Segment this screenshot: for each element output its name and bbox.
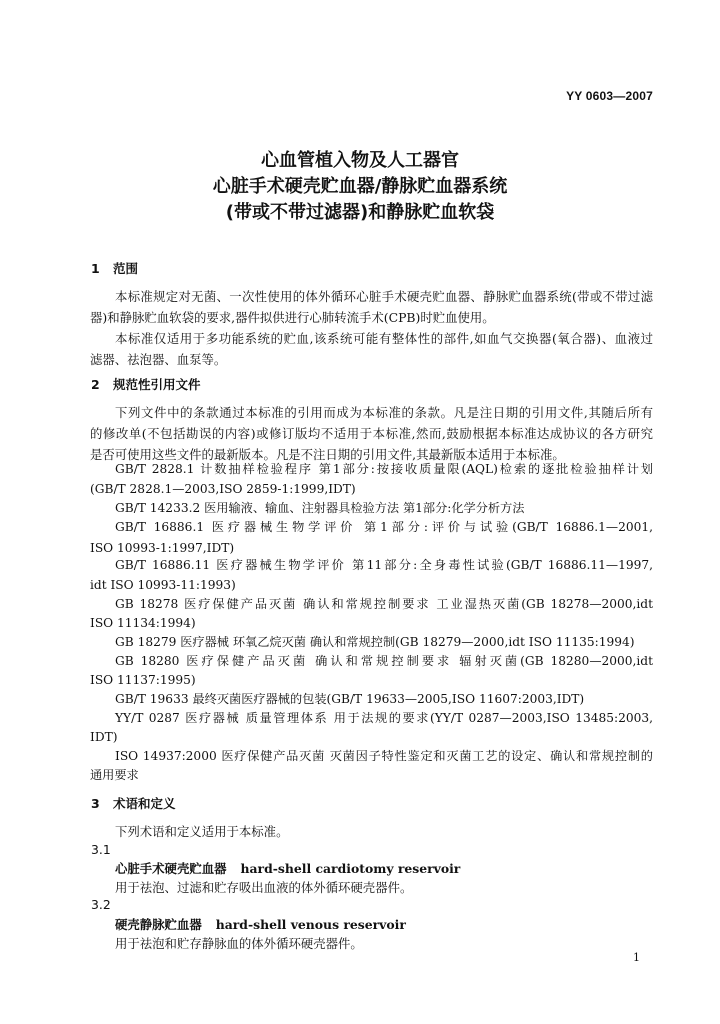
reference-entry-continuation: idt ISO 10993-11:1993)	[90, 578, 236, 592]
term-number: 3.1	[91, 842, 111, 857]
term-definition: 用于祛泡、过滤和贮存吸出血液的体外循环硬壳器件。	[115, 880, 413, 895]
term-definition: 用于祛泡和贮存静脉血的体外循环硬壳器件。	[115, 936, 363, 951]
section-number: 2	[91, 377, 100, 392]
section-title: 术语和定义	[113, 796, 176, 811]
section-number: 3	[91, 796, 100, 811]
reference-entry-continuation: (GB/T 2828.1—2003,ISO 2859-1:1999,IDT)	[90, 482, 356, 496]
reference-entry: YY/T 0287 医疗器械 质量管理体系 用于法规的要求(YY/T 0287—2003,ISO 13485:2003,	[115, 711, 653, 725]
reference-entry: GB/T 19633 最终灭菌医疗器械的包装(GB/T 19633—2005,ISO 11607:2003,IDT)	[115, 692, 585, 706]
document-code: YY 0603—2007	[566, 89, 653, 103]
section-heading-normative-references	[91, 375, 201, 393]
term-english: hard-shell cardiotomy reservoir	[240, 861, 461, 876]
reference-entry: GB/T 16886.1 医疗器械生物学评价 第1部分:评价与试验(GB/T 16886.1—2001,	[115, 520, 653, 534]
reference-entry-continuation: IDT)	[90, 730, 118, 744]
term-chinese: 心脏手术硬壳贮血器	[115, 861, 227, 876]
term-english: hard-shell venous reservoir	[215, 917, 406, 932]
reference-entry: ISO 14937:2000 医疗保健产品灭菌 灭菌因子特性鉴定和灭菌工艺的设定、确认和常规控制的	[115, 749, 653, 763]
reference-entry: GB/T 2828.1 计数抽样检验程序 第1部分:按接收质量限(AQL)检索的逐批检验抽样计划	[115, 462, 653, 476]
page-number: 1	[633, 951, 640, 964]
section-number: 1	[91, 261, 100, 276]
section-heading-scope	[91, 259, 138, 277]
reference-entry-continuation: ISO 11137:1995)	[90, 673, 196, 687]
term-heading	[115, 859, 460, 877]
paragraph-line: 下列术语和定义适用于本标准。	[115, 824, 289, 839]
reference-entry: GB 18280 医疗保健产品灭菌 确认和常规控制要求 辐射灭菌(GB 18280—2000,idt	[115, 654, 653, 668]
paragraph-line: 下列文件中的条款通过本标准的引用而成为本标准的条款。凡是注日期的引用文件,其随后所有	[115, 405, 653, 420]
title-line-2: 心脏手术硬壳贮血器/静脉贮血器系统	[212, 176, 508, 197]
title-line-1: 心血管植入物及人工器官	[261, 150, 459, 171]
paragraph-line: 滤器、祛泡器、血泵等。	[90, 352, 227, 367]
paragraph-line: 器)和静脉贮血软袋的要求,器件拟供进行心肺转流手术(CPB)时贮血使用。	[90, 310, 495, 325]
reference-entry: GB/T 16886.11 医疗器械生物学评价 第11部分:全身毒性试验(GB/T 16886.11—1997,	[115, 558, 653, 572]
reference-entry: GB 18278 医疗保健产品灭菌 确认和常规控制要求 工业湿热灭菌(GB 18278—2000,idt	[115, 597, 653, 611]
reference-entry-continuation: ISO 10993-1:1997,IDT)	[90, 541, 235, 555]
title-line-3: (带或不带过滤器)和静脉贮血软袋	[225, 202, 495, 223]
term-number: 3.2	[91, 897, 111, 912]
reference-entry: GB 18279 医疗器械 环氧乙烷灭菌 确认和常规控制(GB 18279—2000,idt ISO 11135:1994)	[115, 635, 635, 649]
reference-entry: GB/T 14233.2 医用输液、输血、注射器具检验方法 第1部分:化学分析方法	[115, 501, 525, 515]
section-heading-terms	[91, 794, 176, 812]
term-heading	[115, 915, 406, 933]
paragraph-line: 是否可使用这些文件的最新版本。凡是不注日期的引用文件,其最新版本适用于本标准。	[90, 447, 565, 462]
reference-entry-continuation: ISO 11134:1994)	[90, 616, 196, 630]
section-title: 范围	[113, 261, 139, 276]
term-chinese: 硬壳静脉贮血器	[115, 917, 202, 932]
reference-entry-continuation: 通用要求	[90, 768, 139, 782]
section-title: 规范性引用文件	[113, 377, 201, 392]
paragraph-line: 本标准规定对无菌、一次性使用的体外循环心脏手术硬壳贮血器、静脉贮血器系统(带或不带过滤	[115, 289, 653, 304]
paragraph-line: 本标准仅适用于多功能系统的贮血,该系统可能有整体性的部件,如血气交换器(氧合器)、血液过	[115, 331, 653, 346]
paragraph-line: 的修改单(不包括勘误的内容)或修订版均不适用于本标准,然而,鼓励根据本标准达成协议的各方研究	[90, 426, 653, 441]
